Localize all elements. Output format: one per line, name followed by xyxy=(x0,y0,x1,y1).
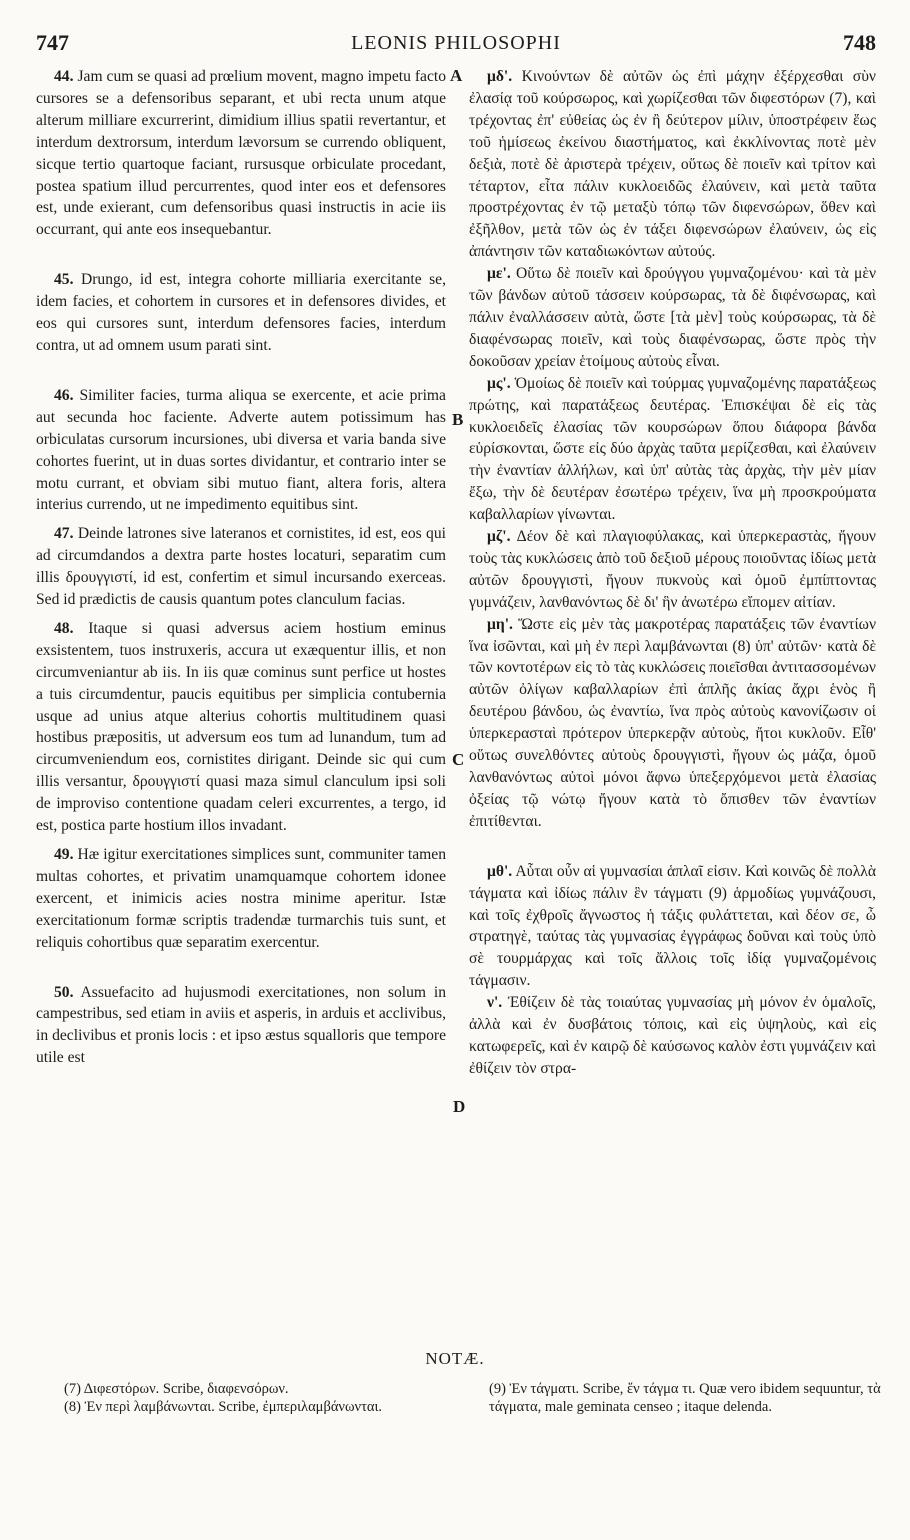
paragraph-number: 46. xyxy=(54,386,74,404)
paragraph-text: Ὁμοίως δὲ ποιεῖν καὶ τούρμας γυμναζομένης παρατάξεως πρώτης, καὶ παρατάξεως δευτέρας. Ἐπισκέψαι δὲ εἰς τὰς κυκλοειδεῖς ἐλασίας τῶν κουρσώρων ὅπου διάφορα βάνδα εὑρίσκονται, ὥστε εἰς δύο ἀρχὰς ταῦτα μερίζεσθαι, καὶ ἐλαύνειν τὴν ἐναντίαν ἀλλήλων, καὶ ὑπ' αὐτὰς τὰς ἀρχὰς, τὴν μὲν μίαν ἔξω, τὴν δὲ δευτέραν ἐσωτέρω τρέχειν, ἵνα μὴ προσκρούματα καβαλλαρίων γίνωνται. xyxy=(469,374,876,524)
footnote-7: (7) Διφεστόρων. Scribe, διαφενσόρων. xyxy=(64,1381,289,1397)
paragraph-text: Οὕτω δὲ ποιεῖν καὶ δρούγγου γυμναζομένου· καὶ τὰ μὲν τῶν βάνδων αὐτοῦ τάσσειν κούρσωρας, τὰ δὲ διφένσωρας, καὶ πάλιν ἐναλλάσσειν αὐτὰ, ὥστε [τὰ μὲν] τοὺς κούρσωρας, τὰ δὲ διαφένσωρας ποιεῖν, καὶ τοὺς διαφένσωρας, ὥστε πρὸς τὴν δοκοῦσαν χρείαν ἑτοίμους αὐτοὺς εἶναι. xyxy=(469,265,876,370)
paragraph-text: Deinde latrones sive lateranos et cornistites, id est, eos qui ad circumdandos a dextra parte hostes locaturi, separatim cum illis δρουγγιστί, id est, confertim et simul incursando exerceas. Sed id prædictis de causis quantum potes clanculum facias. xyxy=(36,525,446,609)
greek-paragraph-50 xyxy=(469,992,876,1080)
notes-left-column xyxy=(64,1380,460,1416)
paragraph-text: Αὗται οὖν αἱ γυμνασίαι ἁπλαῖ εἰσιν. Καὶ κοινῶς δὲ πολλὰ τάγματα καὶ ἰδίως πάλιν ἓν τάγματι (9) ἁρμοδίως γυμνάζουσι, καὶ τοῖς ἐχθροῖς ἄγνωστος ἡ τάξις φυλάττεται, καὶ δέον σε, ὦ στρατηγὲ, ταύτας τὰς γυμνασίας ἐγγράφως δοῦναι καὶ τοὺς ὑπὸ σὲ τουρμάρχας καὶ τοῖς ἄλλοις τοῖς ἰδίᾳ γυμναζομένοις τάγμασιν. xyxy=(469,862,876,990)
page-number-right: 748 xyxy=(843,30,876,55)
latin-paragraph-45 xyxy=(36,269,446,357)
latin-paragraph-46 xyxy=(36,385,446,516)
footnote-9: (9) Ἐν τάγματι. Scribe, ἕν τάγμα τι. Quæ vero ibidem sequuntur, τὰ τάγματα, male geminata censeo ; itaque delenda. xyxy=(489,1381,881,1415)
latin-paragraph-44 xyxy=(36,66,446,241)
margin-marker-d: D xyxy=(453,1097,466,1116)
paragraph-text: Κινούντων δὲ αὐτῶν ὡς ἐπὶ μάχην ἐξέρχεσθαι σὺν ἐλασίᾳ τοῦ κούρσωρος, καὶ χωρίζεσθαι τῶν διφεστόρων (7), καὶ τρέχοντας ἐπ' εὐθείας ὡς ἐν ἢ δεύτερον μίλιν, ὑποστρέφειν ἕως τοῦ ἡμίσεως ἐκείνου διαστήματος, καὶ ἐκκλίνοντας ποτὲ μὲν δεξιὰ, ποτὲ δὲ ἀριστερὰ τρέχειν, οὕτως δὲ ποιεῖν καὶ τρίτον καὶ τέταρτον, εἶτα πάλιν κυκλοειδῶς ἐλαύνειν, καὶ μετὰ ταῦτα προστρέχοντας ἐν τῷ μεταξὺ τόπῳ τῶν διφενσώρων, ὅθεν καὶ ἐξῆλθον, μετὰ τῶν ὡς ἐν τάξει διφενσώρων ἐλαύνειν, ὡς εἰς ἀπάντησιν τῶν καταδιωκόντων αὐτούς. xyxy=(469,68,876,261)
paragraph-text: Drungo, id est, integra cohorte milliaria exercitante se, idem facies, et cohortem in cursores et in defensores divides, et eos qui cursores sunt, interdum defensores facies, interdum contra, ut ad omnem usum parati sint. xyxy=(36,271,446,354)
greek-paragraph-48 xyxy=(469,614,876,833)
greek-column xyxy=(469,66,876,1080)
paragraph-text: Ἐθίζειν δὲ τὰς τοιαύτας γυμνασίας μὴ μόνον ἐν ὁμαλοῖς, ἀλλὰ καὶ ἐν δυσβάτοις τόποις, καὶ εἰς ὑψηλοὺς, καὶ εἰς κατωφερεῖς, καὶ ἐν καιρῷ δὲ καύσωνος καλὸν ἐστι γυμνάζειν καὶ ἐθίζειν τὸν στρα- xyxy=(469,994,876,1077)
footnote-8: (8) Ἐν περὶ λαμβάνωνται. Scribe, ἐμπεριλαμβάνωνται. xyxy=(64,1399,383,1415)
latin-column xyxy=(36,66,446,1069)
greek-paragraph-49 xyxy=(469,861,876,992)
paragraph-text: Δέον δὲ καὶ πλαγιοφύλακας, καὶ ὑπερκεραστὰς, ἤγουν τοὺς τὰς κυκλώσεις ἀπὸ τοῦ δεξιοῦ μέρους ποιοῦντας ἰδίως μετὰ αὐτῶν δρουγγιστὶ, ἤγουν πυκνοὺς καὶ ὁμοῦ ἐμπίπτοντας γυμνάζειν, λανθανόντως δὲ δι' ἣν ἀνωτέρω εἴπομεν αἰτίαν. xyxy=(469,528,876,611)
greek-paragraph-44 xyxy=(469,66,876,263)
notes-right-column xyxy=(489,1380,881,1416)
paragraph-text: Assuefacito ad hujusmodi exercitationes, non solum in campestribus, sed etiam in aviis et asperis, in arduis et acclivibus, in declivibus et pronis locis : et ipso æstus squalloris que tempore utile est xyxy=(36,983,447,1067)
page-number-left: 747 xyxy=(36,30,69,55)
paragraph-number: 45. xyxy=(54,271,74,289)
running-title: LEONIS PHILOSOPHI xyxy=(351,32,561,54)
paragraph-number: μη'. xyxy=(487,615,513,633)
page-header xyxy=(36,30,876,60)
paragraph-text: Similiter facies, turma aliqua se exercente, et acie prima aut secunda hoc faciente. Adverte autem potissimum has orbiculatas cursorum incursiones, ubi diversa et varia banda sive cohortes fuerint, ut in duas sortes dividantur, et contrario inter se motu currant, et obviam sibi mutuo fiant, altera foris, altera interius currendo, ut ne impedimento equitibus sint. xyxy=(36,386,446,514)
paragraph-number: μθ'. xyxy=(487,862,513,880)
paragraph-text: Itaque si quasi adversus aciem hostium eminus exsistentem, tuos instruxeris, accura ut exæquentur illis, et non circumveniantur ab iis. In iis quæ cominus sunt perfice ut hostes a tuis circumdentur, paucis equitibus per simplicia contubernia usque ad unius atque alterius cohortis multitudinem quasi hostibus præpositis, ut adversum eos tum ad lunandum, tum ad circumveniendum eos, cornistites dirigant. Deinde sic qui cum illis versantur, δρουγγιστί quasi maza simul clanculum ipsi soli de improviso contentione quadam celeri excurrentes, a tergo, id est, postica parte hostium illos invadant. xyxy=(36,619,446,835)
paragraph-number: ν'. xyxy=(487,994,503,1012)
paragraph-number: 47. xyxy=(54,525,74,543)
margin-marker-c: C xyxy=(452,750,465,769)
paragraph-number: 44. xyxy=(54,68,74,85)
paragraph-text: Jam cum se quasi ad prœlium movent, magno impetu facto cursores se a defensoribus separant, et ubi recta unum atque alterum milliare excurrerint, dimidium illius spatii revertantur, et interdum dextrorsum, interdum lævorsum se currendo obliquent, sicque tertio quartoque faciant, rursusque orbiculate procedant, postea spatium illud percurrentes, quod inter eos et defensores est, unde exierant, cum defensoribus quasi instructis in acie iis occurrant, qui ante eos insequebantur. xyxy=(36,68,446,239)
greek-paragraph-46 xyxy=(469,373,876,526)
greek-paragraph-47 xyxy=(469,526,876,614)
paragraph-number: μδ'. xyxy=(487,68,513,85)
paragraph-number: 49. xyxy=(54,846,74,863)
latin-paragraph-48 xyxy=(36,618,446,837)
paragraph-number: μς'. xyxy=(487,374,511,392)
paragraph-number: με'. xyxy=(487,265,511,283)
paragraph-number: 48. xyxy=(54,619,74,637)
greek-paragraph-45 xyxy=(469,263,876,373)
latin-paragraph-50 xyxy=(36,982,446,1070)
paragraph-number: μζ'. xyxy=(487,528,511,546)
paragraph-text: Hæ igitur exercitationes simplices sunt, communiter tamen multas cohortes, et privatim unamquamque cohortem idonee exercent, et inimicis acies nostra minime aperitur. Istæ exercitationum formæ scriptis tradendæ turmarchis tuis sunt, et reliquis cohortibus quæ separatim exercentur. xyxy=(36,846,446,951)
paragraph-number: 50. xyxy=(54,983,74,1001)
latin-paragraph-47 xyxy=(36,523,446,611)
margin-marker-b: B xyxy=(452,410,464,429)
notes-title: NOTÆ. xyxy=(425,1349,485,1368)
paragraph-text: Ὥστε εἰς μὲν τὰς μακροτέρας παρατάξεις τῶν ἐναντίων ἵνα ἰσῶνται, καὶ μὴ ἐν περὶ λαμβάνωνται (8) ὑπ' αὐτῶν· κατὰ δὲ τῶν κοντοτέρων εἰς τὸ τὰς κυκλώσεις ποιεῖσθαι ἀντιτασσομένων αὐτῶν ὀλίγων καβαλλαρίων ἐπὶ ἁπλῆς ἀκίας ἄχρι ἑνὸς ἢ δευτέρου βάνδου, ὡς ἐναντίω, ἵνα πρὸς αὐτοὺς κανονίζωσιν οἱ ὑπερκερασταὶ πρότερον ὑπερκερᾷν αὐτοὺς, ἤτοι κυκλοῦν. Εἶθ' οὕτως συνελθόντες αὐτοὺς δρουγγιστὶ, ἤγουν ὡς μάζα, ὁμοῦ λανθανόντως αὐτοὶ μόνοι ἄφνω ὑπεξερχόμενοι μετὰ ἐλασίας ὀξείας τῷ νώτῳ ἤγουν κατὰ τὸ ὄπισθεν τῶν ἐναντίων ἐπιτίθενται. xyxy=(469,615,876,830)
latin-paragraph-49 xyxy=(36,844,446,954)
margin-marker-a: A xyxy=(450,66,463,85)
